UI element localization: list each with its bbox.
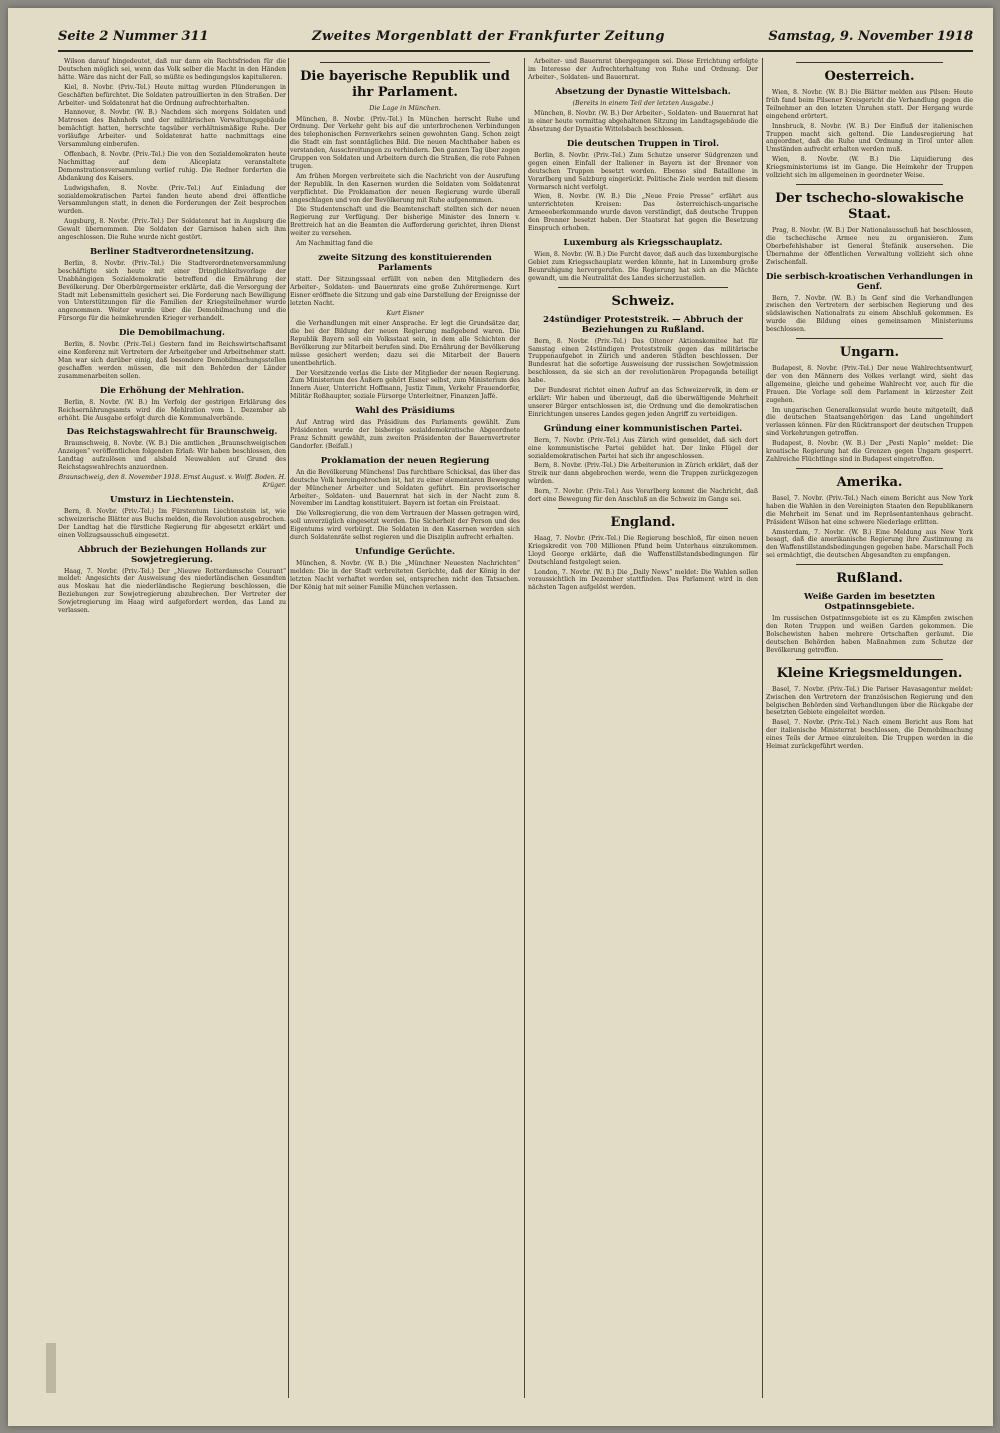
article-paragraph: München, 8. Novbr. (W. B.) Der Arbeiter-, Soldaten- und Bauernrat hat in einer heute vormittag abgehaltenen Sitzung im Landtagsgebäude die Absetzung der Dynastie Wittelsbach beschlossen. xyxy=(528,110,758,134)
article-paragraph: Bern, 8. Novbr. (Priv.-Tel.) Im Fürstentum Liechtenstein ist, wie schweizerische Blätter aus Buchs melden, die Revolution ausgebrochen. Der Landtag hat die fürstliche Regierung für abgesetzt erklärt und einen Vollzugsausschuß eingesetzt. xyxy=(58,507,286,539)
article-paragraph: Der Vorsitzende verlas die Liste der Mitglieder der neuen Regierung. Zum Ministerium des Äußern gehört Eisner selbst, zum Ministerium des Innern Auer, Unterricht Hoffmann, Justiz Timm, Verkehr Frauendorfer, Militär Roßhaupter, soziale Fürsorge Unterleitner, Finanzen Jaffé. xyxy=(290,369,520,401)
article-subheading: (Bereits in einem Teil der letzten Ausgabe.) xyxy=(572,98,714,107)
article-paragraph: Bern, 7. Novbr. (Priv.-Tel.) Aus Zürich wird gemeldet, daß sich dort eine kommunistische Partei gebildet hat. Der linke Flügel der sozialdemokratischen Partei hat sich ihr angeschlossen. xyxy=(528,436,758,460)
heading-divider xyxy=(796,468,943,469)
heading-divider xyxy=(320,62,490,63)
article-heading: Gründung einer kommunistischen Partei. xyxy=(543,423,743,434)
section-heading: Amerika. xyxy=(836,474,903,490)
article-paragraph: Bern, 8. Novbr. (Priv.-Tel.) Das Oltener Aktionskomitee hat für Samstag einen 24stündigen Proteststreik gegen das militärische Truppenaufgebot in Zürich und anderen Städten beschlossen. Der Bundesrat hat die sofortige Ausweisung der russischen Sowjetmission beschlossen, da sie sich an der revolutionären Propaganda beteiligt habe. xyxy=(528,337,758,385)
article-paragraph: Bern, 7. Novbr. (Priv.-Tel.) Aus Vorarlberg kommt die Nachricht, daß dort eine Bewegung für den Anschluß an die Schweiz im Gange sei. xyxy=(528,488,758,504)
article-paragraph: Wien, 8. Novbr. (W. B.) Die „Neue Freie Presse“ erfährt aus unterrichteten Kreisen: Das österreichisch-ungarische Armeeoberkommando wurde davon verständigt, daß deutsche Truppen den Brenner besetzt haben. Der Staatsrat hat gegen die Besetzung Einspruch erhoben. xyxy=(528,193,758,233)
article-paragraph: Budapest, 8. Novbr. (Priv.-Tel.) Der neue Wahlrechtsentwurf, der von den Männern des Volkes verlangt wird, sieht das allgemeine, gleiche und geheime Wahlrecht vor, auch für die Frauen. Die Vorlage soll dem Parlament in kürzester Zeit zugehen. xyxy=(766,365,973,404)
page-header xyxy=(58,22,973,52)
heading-divider xyxy=(796,338,943,339)
article-paragraph: An die Bevölkerung Münchens! Das furchtbare Schicksal, das über das deutsche Volk hereingebrochen ist, hat zu einer elementaren Bewegung der Münchener Arbeiter und Soldaten geführt. Ein provisorischer Arbeiter-, Soldaten- und Bauernrat hat sich in der Nacht zum 8. November im Landtag konstituiert. Bayern ist fortan ein Freistaat. xyxy=(290,468,520,508)
article-heading: Die serbisch-kroatischen Verhandlungen in Genf. xyxy=(766,271,973,292)
article-paragraph: Basel, 7. Novbr. (Priv.-Tel.) Die Pariser Havasagentur meldet: Zwischen den Vertretern der französischen Regierung und den belgischen Behörden sind Verhandlungen über die Rückgabe der besetzten Gebiete eingeleitet worden. xyxy=(766,685,973,717)
article-paragraph: Im russischen Ostpatinnsgebiete ist es zu Kämpfen zwischen den Roten Truppen und weißen Garden gekommen. Die Bolschewisten haben mehrere Ortschaften geräumt. Die deutschen Behörden haben Maßnahmen zum Schutze der Bevölkerung getroffen. xyxy=(766,615,973,654)
article-paragraph: Basel, 7. Novbr. (Priv.-Tel.) Nach einem Bericht aus Rom hat der italienische Ministerrat beschlossen, die Demobilmachung eines Teils der Armee einzuleiten. Die Truppen werden in die Heimat zurückgeführt werden. xyxy=(766,719,973,751)
article-heading: Umsturz in Liechtenstein. xyxy=(110,494,234,505)
article-paragraph: Haag, 7. Novbr. (Priv.-Tel.) Der „Nieuwe Rotterdamsche Courant“ meldet: Angesichts der Ausweisung des niederländischen Gesandten aus Moskau hat die niederländische Regierung beschlossen, die Beziehungen zur Sowjetregierung abzubrechen. Der Vertreter der Sowjetregierung im Haag wird aufgefordert werden, das Land zu verlassen. xyxy=(58,567,286,615)
article-paragraph: Wien, 8. Novbr. (W. B.) Die Blätter melden aus Pilsen: Heute früh fand beim Pilsener Kreisgericht die Verhandlung gegen die Teilnehmer an den letzten Unruhen statt. Der Hergang wurde eingehend erörtert. xyxy=(766,89,973,120)
article-heading: Proklamation der neuen Regierung xyxy=(320,455,490,466)
article-paragraph: Im ungarischen Generalkonsulat wurde heute mitgeteilt, daß die deutschen Staatsangehörigen das Land ungehindert verlassen können. Für den Rücktransport der deutschen Truppen sind Vorkehrungen getroffen. xyxy=(766,406,973,438)
article-paragraph: Die Volksregierung, die von dem Vertrauen der Massen getragen wird, soll unverzüglich eingesetzt werden. Die Sicherheit der Person und des Eigentums wird verbürgt. Die Soldaten in den Kasernen werden sich durch Soldatenräte selbst regieren und die Disziplin aufrecht erhalten. xyxy=(290,510,520,542)
article-paragraph: Offenbach, 8. Novbr. (Priv.-Tel.) Die von den Sozialdemokraten heute Nachmittag auf dem Aliceplatz veranstaltete Demonstrationsversammlung verlief ruhig. Die Redner forderten die Abdankung des Kaisers. xyxy=(58,150,286,182)
article-paragraph: Bern, 8. Novbr. (Priv.-Tel.) Die Arbeiterunion in Zürich erklärt, daß der Streik nur dann abgebrochen werde, wenn die Truppen zurückgezogen würden. xyxy=(528,462,758,486)
column-1 xyxy=(58,58,286,1398)
column-4 xyxy=(766,58,973,1398)
article-heading: Die deutschen Truppen in Tirol. xyxy=(566,138,720,149)
article-paragraph: Am Nachmittag fand die xyxy=(296,240,373,248)
article-paragraph: die Verhandlungen mit einer Ansprache. Er legt die Grundsätze dar, die bei der Bildung der neuen Regierung maßgebend waren. Die Republik Bayern soll ein Volksstaat sein, in dem alle Schichten der Bevölkerung zur Mitarbeit berufen sind. Die Ernährung der Bevölkerung müsse gesichert werden; dazu sei die Mitarbeit der Bauern unentbehrlich. xyxy=(290,320,520,367)
heading-divider xyxy=(558,287,728,288)
newspaper-page xyxy=(8,8,993,1426)
article-paragraph: London, 7. Novbr. (W. B.) Die „Daily News“ meldet: Die Wahlen sollen voraussichtlich im Dezember stattfinden. Das Parlament wird in den nächsten Tagen aufgelöst werden. xyxy=(528,568,758,592)
article-paragraph: Berlin, 8. Novbr. (Priv.-Tel.) Zum Schutze unserer Südgrenzen und gegen einen Einfall der Italiener in Bayern ist der Brenner von deutschen Truppen besetzt worden. Ebenso sind Bataillone in Vorarlberg und Salzburg eingerückt. Politische Ziele werden mit diesem Vormarsch nicht verfolgt. xyxy=(528,151,758,191)
article-paragraph: Die Studentenschaft und die Beamtenschaft stellten sich der neuen Regierung zur Verfügung. Der bisherige Minister des Innern v. Brettreich hat an die Beamten die Aufforderung gerichtet, ihren Dienst weiter zu versehen. xyxy=(290,206,520,238)
article-heading: 24stündiger Proteststreik. — Abbruch der Beziehungen zu Rußland. xyxy=(543,314,743,335)
heading-divider xyxy=(558,508,728,509)
article-paragraph: statt. Der Sitzungssaal erfüllt von neben den Mitgliedern des Arbeiter-, Soldaten- und Bauernrats eine große Zuhörermenge. Kurt Eisner eröffnete die Sitzung und gab eine Darstellung der Ereignisse der letzten Nacht. xyxy=(290,276,520,307)
article-subheading: Kurt Eisner xyxy=(386,308,424,317)
section-heading: Rußland. xyxy=(836,571,903,587)
article-paragraph: Arbeiter- und Bauernrat übergegangen sei. Diese Errichtung erfolgte im Interesse der Aufrechterhaltung von Ruhe und Ordnung. Der Arbeiter-, Soldaten- und Bauernrat. xyxy=(528,58,758,81)
article-heading: Absetzung der Dynastie Wittelsbach. xyxy=(555,86,731,97)
article-paragraph: Berlin, 8. Novbr. (Priv.-Tel.) Die Stadtverordnetenversammlung beschäftigte sich heute mit einer Dringlichkeitsvorlage der Unabhängigen Sozialdemokratie betreffend die Ernährung der Bevölkerung. Der Oberbürgermeister erklärte, daß die Versorgung der Stadt mit Lebensmitteln gesichert sei. Die Forderung nach Bewilligung von Unterstützungen für die Familien der Kriegsteilnehmer wurde angenommen. Weiter wurde über die Demobilmachung und die Fürsorge für die heimkehrenden Krieger verhandelt. xyxy=(58,259,286,323)
article-paragraph: Haag, 7. Novbr. (Priv.-Tel.) Die Regierung beschloß, für einen neuen Kriegskredit von 700 Millionen Pfund beim Unterhaus einzukommen. Lloyd George erklärte, daß die Waffenstillstandsbedingungen für Deutschland festgelegt seien. xyxy=(528,534,758,566)
article-paragraph: Kiel, 8. Novbr. (Priv.-Tel.) Heute mittag wurden Plünderungen in Geschäften befürchtet. Die Soldaten patrouillierten in den Straßen. Der Arbeiter- und Soldatenrat hat die Ordnung aufrechterhalten. xyxy=(58,83,286,107)
article-paragraph: Der Bundesrat richtet einen Aufruf an das Schweizervolk, in dem er erklärt: Wir haben und überzeugt, daß die überwältigende Mehrheit unserer Bürger entschlossen ist, die Ordnung und die demokratischen Einrichtungen unseres Landes gegen jeden Angriff zu verteidigen. xyxy=(528,387,758,418)
article-paragraph: Augsburg, 8. Novbr. (Priv.-Tel.) Der Soldatenrat hat in Augsburg die Gewalt übernommen. Die Soldaten der Garnison haben sich ihm angeschlossen. Die Ruhe wurde nicht gestört. xyxy=(58,218,286,242)
article-heading: Berliner Stadtverordnetensitzung. xyxy=(89,246,255,257)
binding-stub xyxy=(46,1343,56,1393)
article-paragraph: Hannover, 8. Novbr. (W. B.) Nachdem sich morgens Soldaten und Matrosen des Bahnhofs und der militärischen Verwaltungsgebäude bemächtigt hatten, herrschte tagsüber verhältnismäßige Ruhe. Der vorläufige Arbeiter- und Soldatenrat hatte nachmittags eine Versammlung einberufen. xyxy=(58,109,286,149)
heading-divider xyxy=(796,62,943,63)
section-heading: Schweiz. xyxy=(611,293,675,309)
article-paragraph: Wilson darauf hingedeutet, daß nur dann ein Rechtsfrieden für die Deutschen möglich sei, wenn das Volk selber die Macht in den Händen hätte. Wäre das nicht der Fall, so müßte es bedingungslos kapitulieren. xyxy=(58,58,286,81)
article-heading: Luxemburg als Kriegsschauplatz. xyxy=(563,238,723,248)
heading-divider xyxy=(796,659,943,660)
article-paragraph: München, 8. Novbr. (Priv.-Tel.) In München herrscht Ruhe und Ordnung. Der Verkehr geht bis auf die unterbrochenen Verbindungen des telephonischen Fernverkehrs seinen gewohnten Gang. Schon zeigt die Stadt ein fast sonntägliches Bild. Die neuen Machthaber haben es verstanden, Ausschreitungen zu verhindern. Den ganzen Tag über zogen Gruppen von Soldaten und Arbeitern durch die Straßen, die rote Fahnen trugen. xyxy=(290,115,520,170)
section-heading: Kleine Kriegsmeldungen. xyxy=(776,665,963,681)
article-paragraph: Berlin, 8. Novbr. (W. B.) Im Verfolg der gestrigen Erklärung des Reichsernährungsamts wird die Mehlration vom 1. Dezember ab erhöht. Die Ausgabe erfolgt durch die Kommunalverbände. xyxy=(58,398,286,422)
heading-divider xyxy=(796,564,943,565)
section-heading: England. xyxy=(610,514,676,530)
heading-divider xyxy=(796,184,943,185)
article-paragraph: Ludwigshafen, 8. Novbr. (Priv.-Tel.) Auf Einladung der sozialdemokratischen Partei fanden heute abend drei öffentliche Versammlungen statt, in denen die Forderungen der Zeit besprochen wurden. xyxy=(58,184,286,216)
section-heading: Der tschecho-slowakische Staat. xyxy=(775,190,964,222)
article-paragraph: Amsterdam, 7. Novbr. (W. B.) Eine Meldung aus New York besagt, daß die amerikanische Regierung ihre Zustimmung zu den Waffenstillstandsbedingungen gegeben habe. Marschall Foch sei ermächtigt, die deutschen Abgesandten zu empfangen. xyxy=(766,528,973,560)
column-3 xyxy=(528,58,758,1398)
article-heading: Wahl des Präsidiums xyxy=(355,406,455,417)
signature-line: Braunschweig, den 8. November 1918. Ernst August. v. Wolff. Boden. H. Krüger. xyxy=(58,474,286,489)
article-heading: Abbruch der Beziehungen Hollands zur Sowjetregierung. xyxy=(77,544,267,565)
article-paragraph: Innsbruck, 8. Novbr. (W. B.) Der Einfluß der italienischen Truppen macht sich geltend. Die Landesregierung hat angeordnet, daß die Ruhe und Ordnung in Tirol unter allen Umständen aufrecht erhalten werden muß. xyxy=(766,122,973,154)
article-paragraph: Am frühen Morgen verbreitete sich die Nachricht von der Ausrufung der Republik. In den Kasernen wurden die Soldaten vom Soldatenrat verpflichtet. Die Proklamation der neuen Regierung wurde überall angeschlagen und von der Bevölkerung mit Ruhe aufgenommen. xyxy=(290,172,520,204)
columns xyxy=(58,58,973,1398)
article-paragraph: Budapest, 8. Novbr. (W. B.) Der „Pesti Naplo“ meldet: Die kroatische Regierung hat die Grenzen gegen Ungarn gesperrt. Zahlreiche Flüchtlinge sind in Budapest eingetroffen. xyxy=(766,440,973,463)
column-2 xyxy=(290,58,520,1398)
article-heading: zweite Sitzung des konstituierenden Parlaments xyxy=(318,253,492,273)
article-heading: Das Reichstagswahlrecht für Braunschweig. xyxy=(66,427,278,438)
article-paragraph: Berlin, 8. Novbr. (Priv.-Tel.) Gestern fand im Reichswirtschaftsamt eine Konferenz mit Vertretern der Arbeitgeber und Arbeitnehmer statt. Man war sich darüber einig, daß besondere Demobilmachungsstellen geschaffen werden müssen, die mit den Behörden der Länder zusammenarbeiten sollen. xyxy=(58,341,286,380)
article-paragraph: Prag, 8. Novbr. (W. B.) Der Nationalausschuß hat beschlossen, die tschechische Armee neu zu organisieren. Zum Oberbefehlshaber ist General Štefánik ausersehen. Die Übernahme der öffentlichen Verwaltung vollzieht sich ohne Zwischenfall. xyxy=(766,226,973,266)
issue-date: Samstag, 9. November 1918 xyxy=(768,28,973,44)
page-number: Seite 2 Nummer 311 xyxy=(58,28,209,44)
section-heading: Ungarn. xyxy=(839,345,900,361)
article-paragraph: Braunschweig, 8. Novbr. (W. B.) Die amtlichen „Braunschweigischen Anzeigen“ veröffentlichen folgenden Erlaß: Wir haben beschlossen, den Landtag aufzulösen und alsbald Neuwahlen auf Grund des Reichstagswahlrechts anzuordnen. xyxy=(58,440,286,472)
article-heading: Unfundige Gerüchte. xyxy=(354,546,456,557)
newspaper-title: Zweites Morgenblatt der Frankfurter Zeitung xyxy=(312,28,665,44)
article-heading: Die Demobilmachung. xyxy=(119,328,225,339)
article-heading: Die Erhöhung der Mehlration. xyxy=(99,385,245,396)
article-paragraph: Wien, 8. Novbr. (W. B.) Die Furcht davor, daß auch das luxemburgische Gebiet zum Kriegsschauplatz werden könnte, hat in Luxemburg große Beunruhigung hervorgerufen. Die Regierung hat sich an die Mächte gewandt, um die Neutralität des Landes sicherzustellen. xyxy=(528,251,758,282)
article-paragraph: Basel, 7. Novbr. (Priv.-Tel.) Nach einem Bericht aus New York haben die Wahlen in den Vereinigten Staaten den Republikanern die Mehrheit im Senat und im Repräsentantenhaus gebracht. Präsident Wilson hat eine schwere Niederlage erlitten. xyxy=(766,494,973,526)
section-heading: Oesterreich. xyxy=(824,69,915,84)
section-heading: Die bayerische Republik und ihr Parlament. xyxy=(300,69,510,100)
article-paragraph: Wien, 8. Novbr. (W. B.) Die Liquidierung des Kriegsministeriums ist im Gange. Die Heimkehr der Truppen vollzieht sich im allgemeinen in geordneter Weise. xyxy=(766,156,973,180)
article-paragraph: München, 8. Novbr. (W. B.) Die „Münchner Neuesten Nachrichten“ melden: Die in der Stadt verbreiteten Gerüchte, daß der König in der letzten Nacht verhaftet worden sei, entsprechen nicht den Tatsachen. Der König hat mit seiner Familie München verlassen. xyxy=(290,559,520,591)
article-subheading: Die Lage in München. xyxy=(369,104,441,112)
article-paragraph: Auf Antrag wird das Präsidium des Parlaments gewählt. Zum Präsidenten wurde der bisherige sozialdemokratische Abgeordnete Franz Schmitt gewählt, zum zweiten Präsidenten der Bauernvertreter Gandorfer. (Beifall.) xyxy=(290,419,520,450)
article-heading: Weiße Garden im besetzten Ostpatinnsgebiete. xyxy=(803,592,936,613)
article-paragraph: Bern, 7. Novbr. (W. B.) In Genf sind die Verhandlungen zwischen den Vertretern der serbischen Regierung und des südslawischen Nationalrats zu einem Abschluß gekommen. Es wurde die Bildung eines gemeinsamen Ministeriums beschlossen. xyxy=(766,294,973,334)
